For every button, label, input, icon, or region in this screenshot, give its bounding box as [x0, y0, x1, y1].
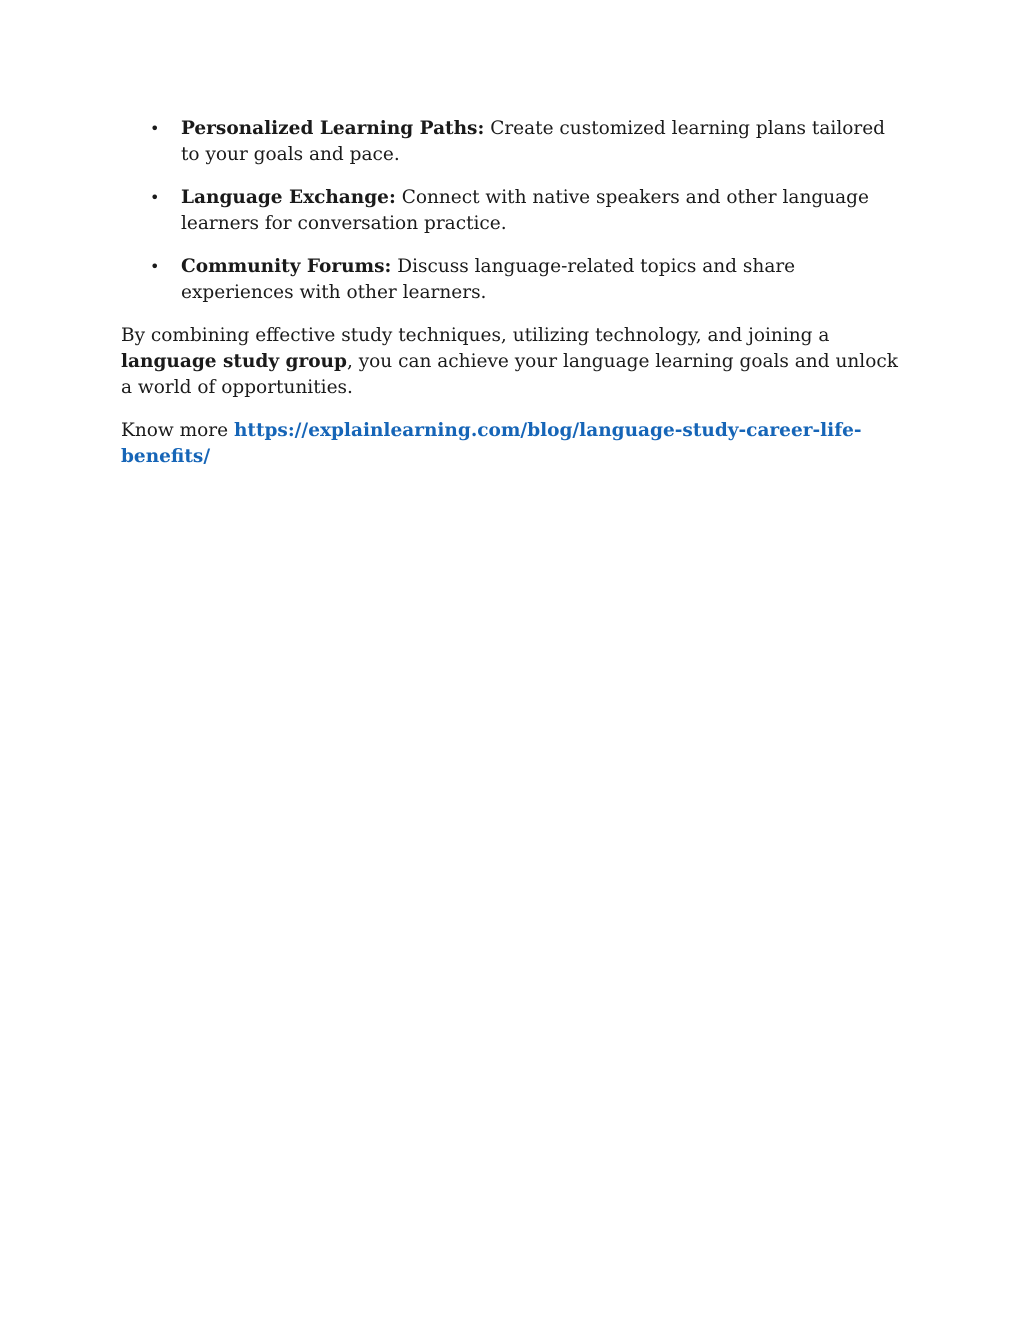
blog-link[interactable]: https://explainlearning.com/blog/language-study-career-life-benefits/ — [121, 420, 862, 467]
summary-text-before: By combining effective study techniques, utilizing technology, and joining a — [121, 325, 830, 346]
bullet-icon: • — [150, 188, 160, 207]
bullet-icon: • — [150, 257, 160, 276]
feature-list — [121, 116, 901, 306]
summary-highlight: language study group — [121, 351, 347, 372]
feature-description: Create customized learning plans tailored to your goals and pace. — [181, 118, 886, 165]
feature-term: Language Exchange: — [181, 187, 396, 208]
know-more-paragraph — [121, 418, 901, 470]
feature-term: Personalized Learning Paths: — [181, 118, 485, 139]
feature-description: Discuss language-related topics and share experiences with other learners. — [181, 256, 796, 303]
bullet-icon: • — [150, 119, 160, 138]
list-item — [121, 254, 901, 306]
list-item — [121, 116, 901, 168]
document-body — [121, 116, 901, 470]
feature-term: Community Forums: — [181, 256, 392, 277]
summary-text-after: , you can achieve your language learning goals and unlock a world of opportunities. — [121, 351, 898, 398]
feature-description: Connect with native speakers and other language learners for conversation practice. — [181, 187, 869, 234]
summary-paragraph — [121, 323, 901, 401]
know-more-label: Know more — [121, 420, 229, 441]
list-item — [121, 185, 901, 237]
